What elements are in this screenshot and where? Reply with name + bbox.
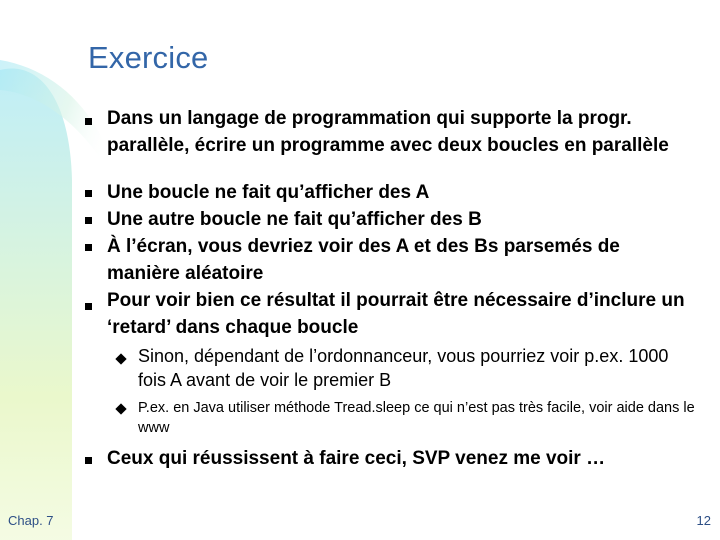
- footer-chapter: Chap. 7: [8, 513, 54, 528]
- bullet-square-icon: [85, 457, 92, 464]
- footer-page-number: 12: [696, 513, 711, 528]
- slide-title: Exercice: [88, 40, 209, 75]
- sub-bullet-item: P.ex. en Java utiliser méthode Tread.sleep ce qui n’est pas très facile, voir aide dans le www: [138, 400, 695, 436]
- bullet-item: Dans un langage de programmation qui supporte la progr. parallèle, écrire un programme avec deux boucles en parallèle: [107, 108, 669, 156]
- bullet-item: À l’écran, vous devriez voir des A et des Bs parsemés de manière aléatoire: [107, 236, 620, 284]
- sub-bullet-diamond-icon: [115, 403, 126, 414]
- sub-bullet-diamond-icon: [115, 353, 126, 364]
- bullet-square-icon: [85, 244, 92, 251]
- sub-bullet-item: Sinon, dépendant de l’ordonnanceur, vous pourriez voir p.ex. 1000 fois A avant de voir le premier B: [138, 346, 669, 390]
- bullet-square-icon: [85, 190, 92, 197]
- bullet-item: Une autre boucle ne fait qu’afficher des B: [107, 209, 482, 230]
- bullet-square-icon: [85, 217, 92, 224]
- bullet-item: Une boucle ne fait qu’afficher des A: [107, 182, 430, 203]
- bullet-square-icon: [85, 303, 92, 310]
- bullet-square-icon: [85, 118, 92, 125]
- bullet-item: Pour voir bien ce résultat il pourrait être nécessaire d’inclure un ‘retard’ dans chaque boucle: [107, 290, 685, 338]
- bullet-item: Ceux qui réussissent à faire ceci, SVP venez me voir …: [107, 448, 606, 469]
